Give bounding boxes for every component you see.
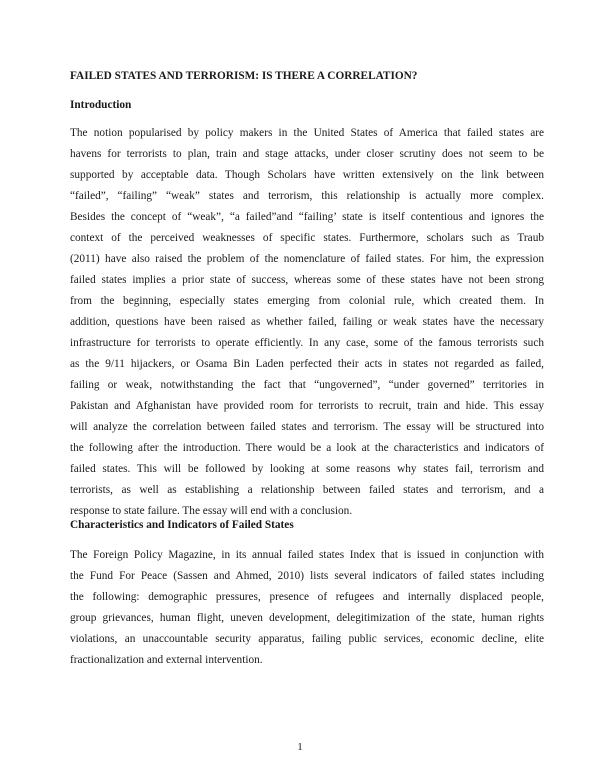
paragraph-line: terrorists, as well as establishing a relationship between failed states and terrorism, and a	[70, 484, 544, 496]
introduction-paragraph	[70, 123, 544, 522]
paragraph-line: the Fund For Peace (Sassen and Ahmed, 2010) lists several indicators of failed states including	[70, 570, 544, 582]
paragraph-line: as the 9/11 hijackers, or Osama Bin Laden perfected their acts in states not regarded as failed,	[70, 358, 544, 370]
paragraph-line: havens for terrorists to plan, train and stage attacks, under closer scrutiny does not seem to be	[70, 148, 544, 160]
paragraph-line: from the beginning, especially states emerging from colonial rule, which created them. In	[70, 295, 544, 307]
paragraph-line: the following after the introduction. There would be a look at the characteristics and indicators of	[70, 442, 544, 454]
paragraph-line: the following: demographic pressures, presence of refugees and internally displaced people,	[70, 591, 544, 603]
paragraph-line: supported by acceptable data. Though Scholars have written extensively on the link between	[70, 169, 544, 181]
document-page	[70, 0, 544, 776]
characteristics-paragraph	[70, 545, 544, 671]
paragraph-line: The Foreign Policy Magazine, in its annual failed states Index that is issued in conjunction with	[70, 549, 544, 561]
paragraph-line: fractionalization and external intervention.	[70, 654, 263, 666]
paragraph-line: group grievances, human flight, uneven development, delegitimization of the state, human rights	[70, 612, 544, 624]
paragraph-line: The notion popularised by policy makers in the United States of America that failed states are	[70, 127, 544, 139]
paragraph-line: failing or weak, notwithstanding the fact that “ungoverned”, “under governed” territories in	[70, 379, 544, 391]
paragraph-line: will analyze the correlation between failed states and terrorism. The essay will be structured into	[70, 421, 544, 433]
paragraph-line: Pakistan and Afghanistan have provided room for terrorists to recruit, train and hide. This essay	[70, 400, 544, 412]
section-heading-introduction: Introduction	[70, 99, 132, 111]
paragraph-line: infrastructure for terrorists to operate efficiently. In any case, some of the famous terrorists such	[70, 337, 544, 349]
paragraph-line: context of the perceived weaknesses of specific states. Furthermore, scholars such as Traub	[70, 232, 544, 244]
paragraph-line: addition, questions have been raised as whether failed, failing or weak states have the necessary	[70, 316, 544, 328]
paragraph-line: “failed”, “failing” “weak” states and terrorism, this relationship is actually more complex.	[70, 190, 544, 202]
document-title: FAILED STATES AND TERRORISM: IS THERE A CORRELATION?	[70, 70, 418, 82]
paragraph-line: response to state failure. The essay will end with a conclusion.	[70, 505, 353, 517]
page-number: 1	[297, 741, 303, 753]
paragraph-line: (2011) have also raised the problem of the nomenclature of failed states. For him, the expression	[70, 253, 544, 265]
paragraph-line: failed states. This will be followed by looking at some reasons why states fail, terrorism and	[70, 463, 544, 475]
paragraph-line: Besides the concept of “weak”, “a failed”and “failing’ state is itself contentious and ignores the	[70, 211, 544, 223]
paragraph-line: violations, an unaccountable security apparatus, failing public services, economic decline, elite	[70, 633, 544, 645]
paragraph-line: failed states implies a prior state of success, whereas some of these states have not been strong	[70, 274, 544, 286]
section-heading-characteristics: Characteristics and Indicators of Failed States	[70, 519, 294, 531]
